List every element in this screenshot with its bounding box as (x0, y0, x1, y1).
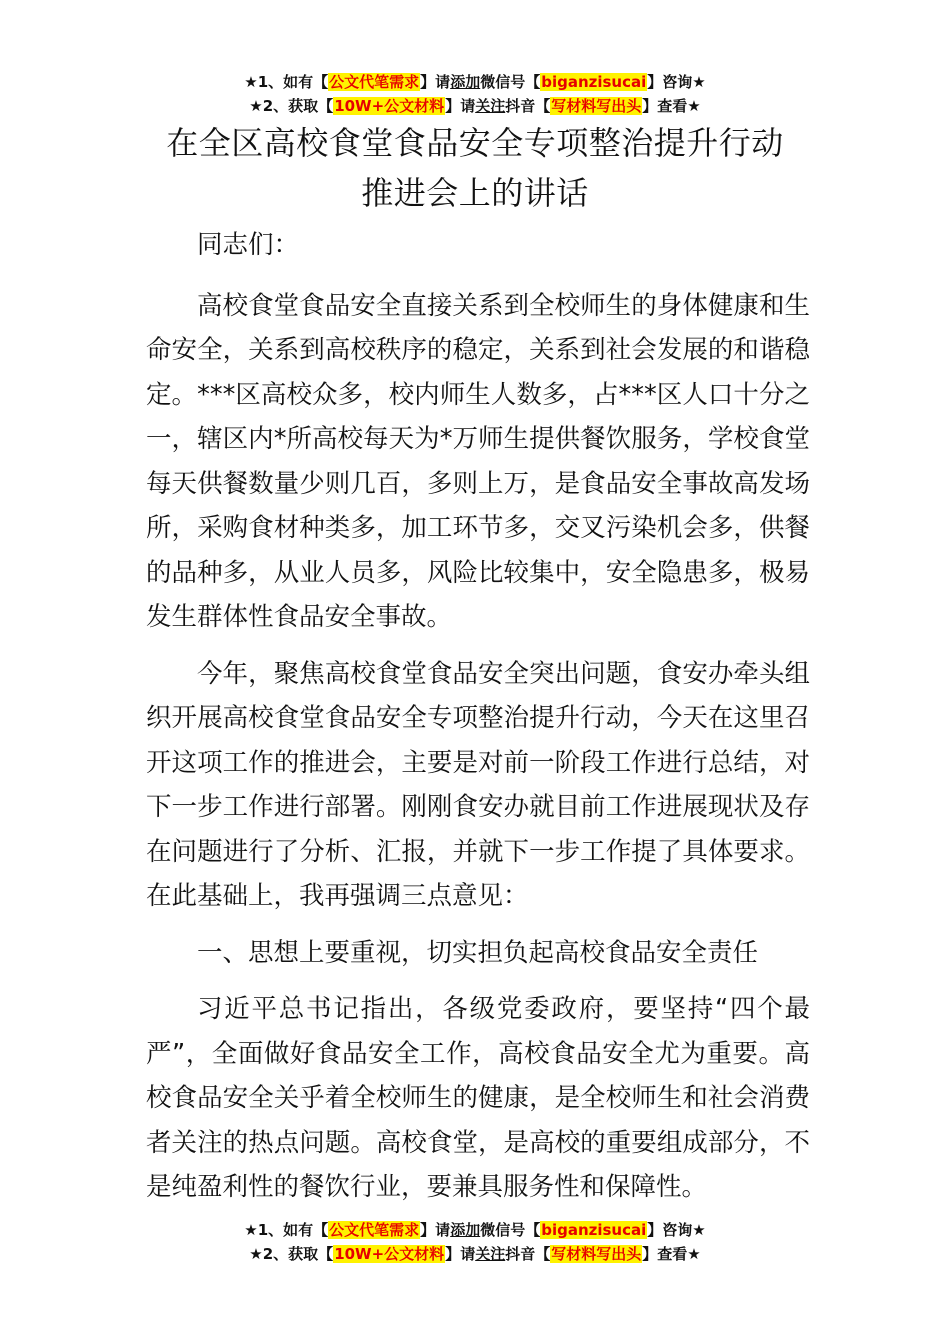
banner-line-1: ★1、如有【公文代笔需求】请添加微信号【biganzisucai】咨询★ (244, 73, 706, 91)
paragraph-1: 高校食堂食品安全直接关系到全校师生的身体健康和生命安全，关系到高校秩序的稳定，关系到社会发展的和谐稳定。***区高校众多，校内师生人数多，占***区人口十分之一，辖区内*所高校每天为*万师生提供餐饮服务，学校食堂每天供餐数量少则几百，多则上万，是食品安全事故高发场所，采购食材种类多，加工环节多，交叉污染机会多，供餐的品种多，从业人员多，风险比较集中，安全隐患多，极易发生群体性食品安全事故。 (146, 290, 810, 632)
paragraph-2: 今年，聚焦高校食堂食品安全突出问题，食安办牵头组织开展高校食堂食品安全专项整治提升行动，今天在这里召开这项工作的推进会，主要是对前一阶段工作进行总结，对下一步工作进行部署。刚刚食安办就目前工作进展现状及存在问题进行了分析、汇报，并就下一步工作提了具体要求。在此基础上，我再强调三点意见： (146, 658, 810, 911)
highlight-douyin-account: 写材料写出头 (551, 1245, 642, 1263)
bottom-banner (0, 1218, 950, 1266)
highlight-service: 公文代笔需求 (329, 1221, 420, 1239)
title-line-1: 在全区高校食堂食品安全专项整治提升行动 (166, 124, 784, 162)
highlight-materials: 10W+公文材料 (334, 97, 445, 115)
banner-line-2: ★2、获取【10W+公文材料】请关注抖音【写材料写出头】查看★ (249, 1245, 701, 1263)
highlight-wechat-id: biganzisucai (541, 1221, 647, 1239)
title-line-2: 推进会上的讲话 (361, 174, 589, 212)
highlight-service: 公文代笔需求 (329, 73, 420, 91)
banner-line-2: ★2、获取【10W+公文材料】请关注抖音【写材料写出头】查看★ (249, 97, 701, 115)
highlight-wechat-id: biganzisucai (541, 73, 647, 91)
section-heading: 一、思想上要重视，切实担负起高校食品安全责任 (197, 937, 759, 968)
highlight-douyin-account: 写材料写出头 (551, 97, 642, 115)
top-banner (0, 70, 950, 118)
greeting: 同志们： (197, 230, 300, 260)
highlight-materials: 10W+公文材料 (334, 1245, 445, 1263)
document-title (60, 118, 890, 218)
document-body (146, 223, 810, 1222)
paragraph-3: 习近平总书记指出，各级党委政府，要坚持“四个最严”，全面做好食品安全工作，高校食品安全尤为重要。高校食品安全关乎着全校师生的健康，是全校师生和社会消费者关注的热点问题。高校食堂，是高校的重要组成部分，不是纯盈利性的餐饮行业，要兼具服务性和保障性。 (146, 994, 810, 1202)
banner-line-1: ★1、如有【公文代笔需求】请添加微信号【biganzisucai】咨询★ (244, 1221, 706, 1239)
